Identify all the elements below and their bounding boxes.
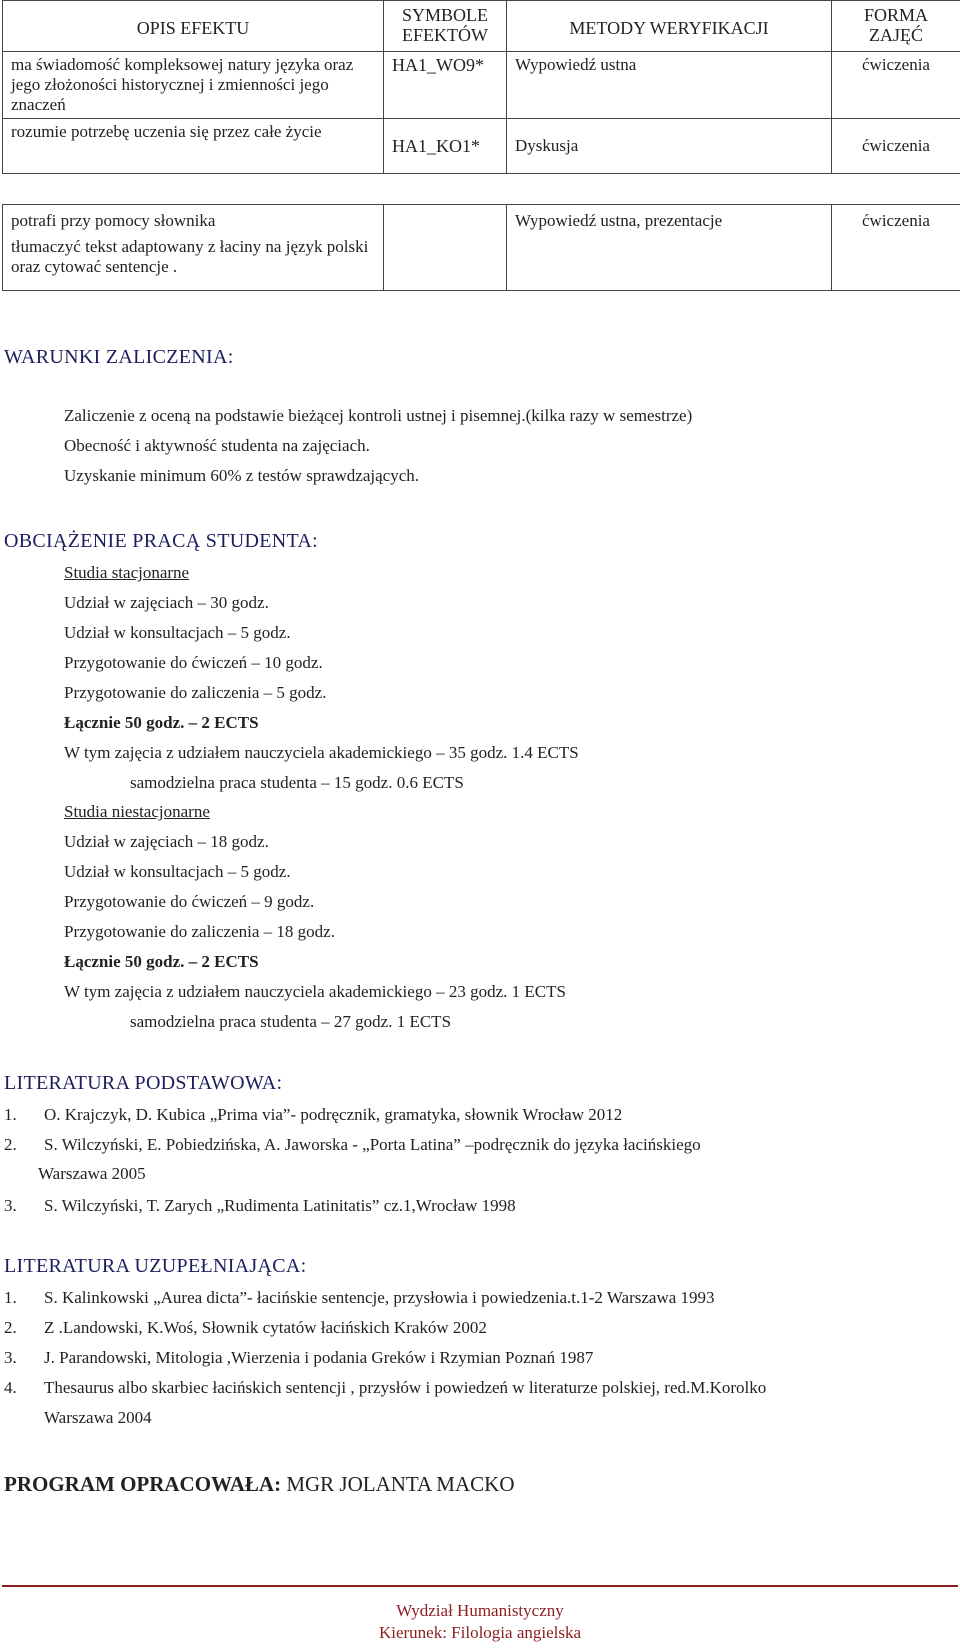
- cell-symbol: HA1_WO9*: [384, 52, 507, 119]
- header-opis: OPIS EFEKTU: [3, 1, 384, 52]
- cell-forma: ćwiczenia: [832, 52, 960, 119]
- list-item-text: Thesaurus albo skarbiec łacińskich sentencji , przysłów i powiedzeń w literaturze polskiej, red.M.Korolko: [44, 1378, 767, 1397]
- list-item: [4, 1347, 593, 1369]
- list-item-text: O. Krajczyk, D. Kubica „Prima via”- podręcznik, gramatyka, słownik Wrocław 2012: [44, 1105, 623, 1124]
- stacjonarne-line: Udział w konsultacjach – 5 godz.: [64, 623, 291, 642]
- cell-opis-line2: tłumaczyć tekst adaptowany z łaciny na język polski oraz cytować sentencje .: [11, 237, 369, 276]
- list-item-cont: Warszawa 2005: [38, 1164, 146, 1183]
- program-name: MGR JOLANTA MACKO: [286, 1472, 515, 1496]
- header-metody: METODY WERYFIKACJI: [507, 1, 832, 52]
- stacjonarne-samodzielna: samodzielna praca studenta – 15 godz. 0.6 ECTS: [130, 773, 464, 792]
- stacjonarne-line: Udział w zajęciach – 30 godz.: [64, 593, 269, 612]
- lit-podst-title: LITERATURA PODSTAWOWA:: [4, 1072, 283, 1094]
- list-item-text: S. Wilczyński, T. Zarych „Rudimenta Latinitatis” cz.1,Wrocław 1998: [44, 1196, 516, 1215]
- cell-metoda: Wypowiedź ustna, prezentacje: [507, 205, 832, 291]
- lit-uzup-title: LITERATURA UZUPEŁNIAJĄCA:: [4, 1255, 307, 1277]
- warunki-line: Uzyskanie minimum 60% z testów sprawdzających.: [64, 466, 420, 485]
- warunki-line: Zaliczenie z oceną na podstawie bieżącej kontroli ustnej i pisemnej.(kilka razy w semestrze): [64, 406, 693, 425]
- cell-opis: rozumie potrzebę uczenia się przez całe życie: [3, 119, 384, 174]
- stacjonarne-line: Przygotowanie do ćwiczeń – 10 godz.: [64, 653, 323, 672]
- list-item-text: S. Kalinkowski „Aurea dicta”- łacińskie sentencje, przysłowia i powiedzenia.t.1-2 Warszawa 1993: [44, 1288, 715, 1307]
- table-row: [3, 119, 960, 174]
- list-item-num: 2.: [4, 1318, 17, 1337]
- cell-opis-line1: potrafi przy pomocy słownika: [11, 211, 216, 230]
- list-item-cont: Warszawa 2004: [44, 1408, 152, 1427]
- niestacjonarne-samodzielna: samodzielna praca studenta – 27 godz. 1 ECTS: [130, 1012, 452, 1031]
- list-item-num: 3.: [4, 1196, 17, 1215]
- stacjonarne-heading: Studia stacjonarne: [64, 563, 190, 582]
- cell-symbol: [384, 205, 507, 291]
- stacjonarne-line: Przygotowanie do zaliczenia – 5 godz.: [64, 683, 327, 702]
- program-author: [4, 1472, 514, 1497]
- list-item: [4, 1104, 622, 1126]
- list-item-num: 2.: [4, 1135, 17, 1154]
- obciazenie-title: OBCIĄŻENIE PRACĄ STUDENTA:: [4, 530, 318, 552]
- list-item-num: 4.: [4, 1378, 17, 1397]
- table-spacer: [3, 174, 960, 205]
- cell-forma: ćwiczenia: [832, 205, 960, 291]
- cell-opis: ma świadomość kompleksowej natury języka oraz jego złożoności historycznej i zmienności jego znaczeń: [3, 52, 384, 119]
- list-item: [4, 1287, 715, 1309]
- stacjonarne-w-tym: W tym zajęcia z udziałem nauczyciela akademickiego – 35 godz. 1.4 ECTS: [64, 743, 579, 762]
- list-item-text: Z .Landowski, K.Woś, Słownik cytatów łacińskich Kraków 2002: [44, 1318, 487, 1337]
- list-item-num: 1.: [4, 1288, 17, 1307]
- niestacjonarne-total: Łącznie 50 godz. – 2 ECTS: [64, 952, 259, 971]
- list-item-num: 1.: [4, 1105, 17, 1124]
- list-item: [4, 1317, 487, 1339]
- warunki-line: Obecność i aktywność studenta na zajęciach.: [64, 436, 370, 455]
- footer-line1: Wydział Humanistyczny: [396, 1601, 564, 1620]
- footer-divider: [2, 1585, 958, 1587]
- list-item: [4, 1377, 766, 1399]
- table-header-row: [3, 1, 960, 52]
- cell-opis: [3, 205, 384, 291]
- niestacjonarne-line: Udział w zajęciach – 18 godz.: [64, 832, 269, 851]
- niestacjonarne-w-tym: W tym zajęcia z udziałem nauczyciela akademickiego – 23 godz. 1 ECTS: [64, 982, 566, 1001]
- niestacjonarne-line: Udział w konsultacjach – 5 godz.: [64, 862, 291, 881]
- program-label: PROGRAM OPRACOWAŁA:: [4, 1472, 282, 1496]
- stacjonarne-total: Łącznie 50 godz. – 2 ECTS: [64, 713, 259, 732]
- warunki-title: WARUNKI ZALICZENIA:: [4, 346, 234, 368]
- list-item-text: S. Wilczyński, E. Pobiedzińska, A. Jaworska - „Porta Latina” –podręcznik do języka łacińskiego: [44, 1135, 701, 1154]
- niestacjonarne-line: Przygotowanie do zaliczenia – 18 godz.: [64, 922, 335, 941]
- niestacjonarne-line: Przygotowanie do ćwiczeń – 9 godz.: [64, 892, 315, 911]
- list-item-text: J. Parandowski, Mitologia ,Wierzenia i podania Greków i Rzymian Poznań 1987: [44, 1348, 594, 1367]
- cell-forma: ćwiczenia: [832, 119, 960, 174]
- footer-line2: Kierunek: Filologia angielska: [378, 1623, 582, 1642]
- list-item-num: 3.: [4, 1348, 17, 1367]
- effects-table: [2, 0, 960, 291]
- header-forma: FORMA ZAJĘĆ: [832, 1, 960, 52]
- cell-symbol: HA1_KO1*: [384, 119, 507, 174]
- table-row: [3, 205, 960, 291]
- header-symbole: SYMBOLE EFEKTÓW: [384, 1, 507, 52]
- list-item: [4, 1134, 701, 1156]
- niestacjonarne-heading: Studia niestacjonarne: [64, 802, 210, 821]
- cell-metoda: Wypowiedź ustna: [507, 52, 832, 119]
- list-item: [4, 1195, 516, 1217]
- table-row: [3, 52, 960, 119]
- cell-metoda: Dyskusja: [507, 119, 832, 174]
